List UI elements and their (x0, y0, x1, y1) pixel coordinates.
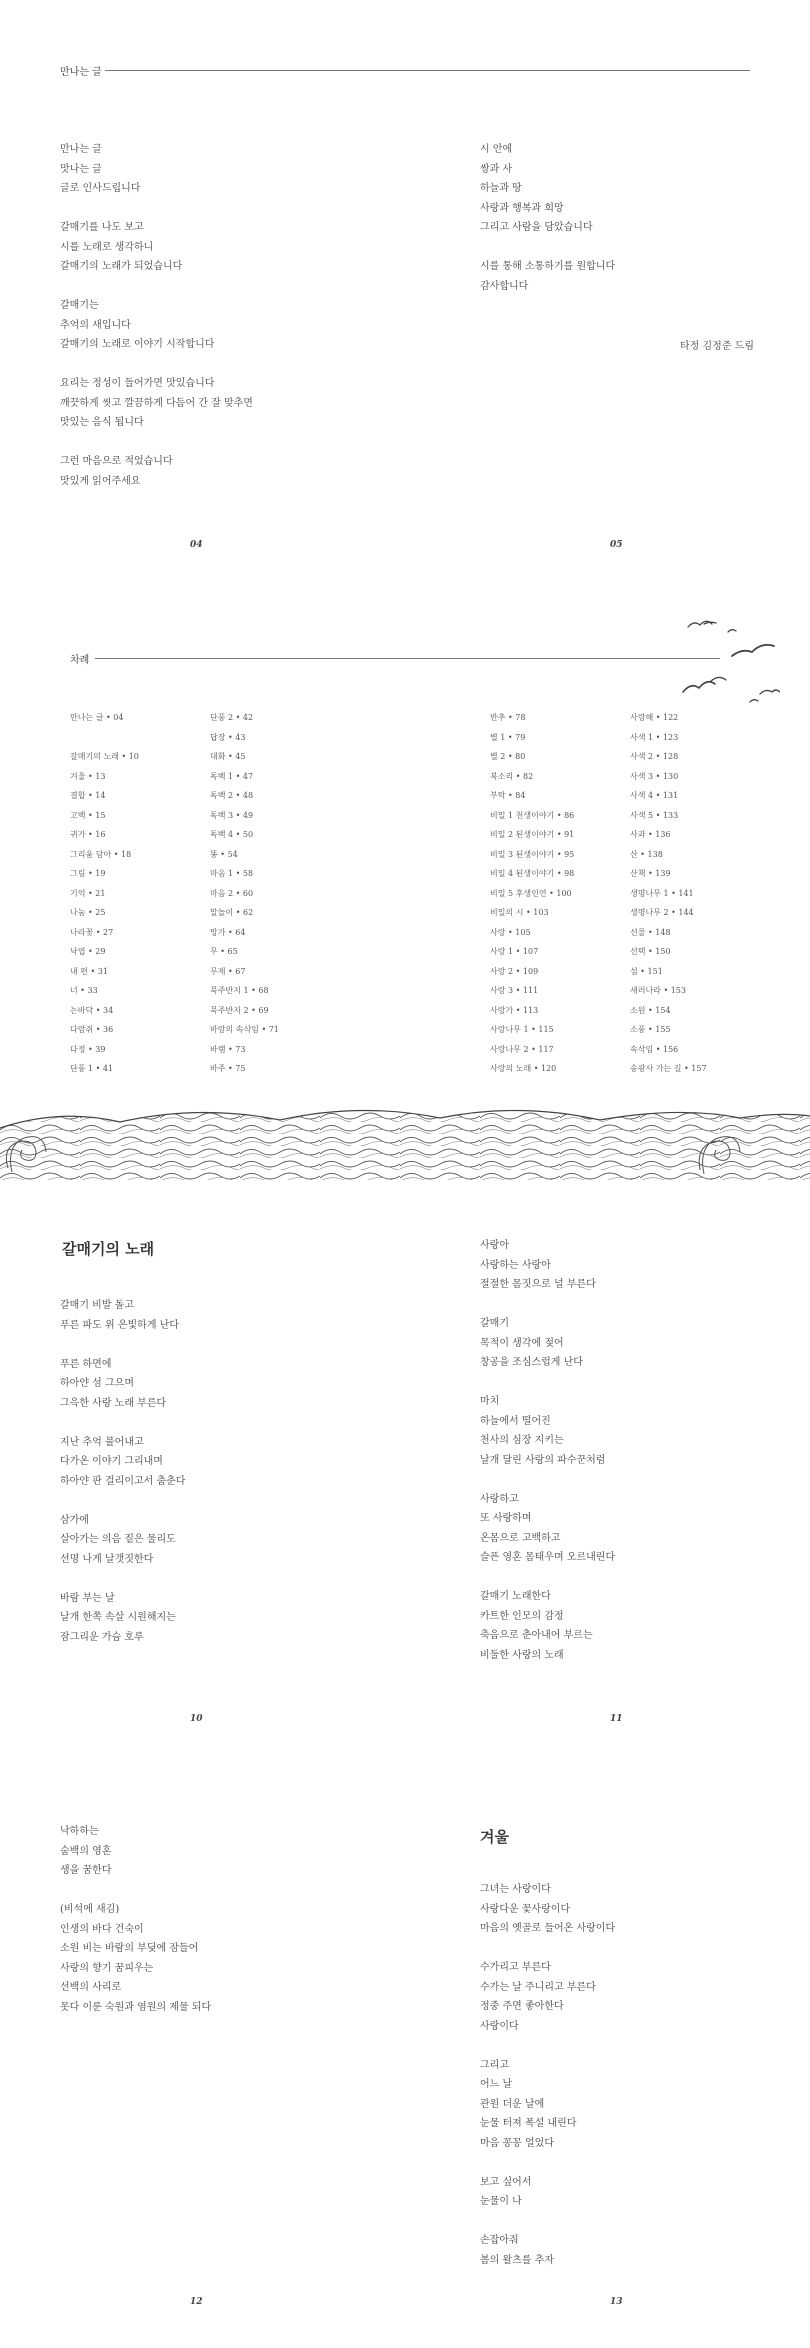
greeting-text-right (480, 140, 615, 296)
toc-entry[interactable]: 다정 • 39 (70, 1044, 106, 1054)
stanza (480, 1236, 615, 1295)
toc-entry[interactable]: 비밀 5 후생인연 • 100 (490, 888, 572, 898)
text-line: 어느 날 (480, 2079, 513, 2090)
text-line: 온몸으로 고백하고 (480, 1532, 561, 1544)
stanza (480, 140, 615, 238)
stanza (60, 140, 253, 199)
text-line: 또 사랑하며 (480, 1513, 532, 1524)
poem-title: 겨울 (480, 1828, 509, 1846)
text-line: 지난 추억 불어내고 (60, 1436, 144, 1448)
section-divider (95, 658, 720, 659)
text-line: 정중 주면 좋아한다 (480, 2001, 564, 2012)
text-line: 갈매기를 나도 보고 (60, 222, 144, 233)
text-line: 요리는 정성이 들어가면 맛있습니다 (60, 378, 215, 389)
text-line: 봄의 왈츠를 추자 (480, 2254, 554, 2266)
toc-entry[interactable]: 마음 2 • 60 (210, 888, 254, 898)
text-line: 천사의 심장 지키는 (480, 1435, 564, 1446)
toc-entry[interactable]: 소원 • 154 (630, 1005, 671, 1015)
toc-entry[interactable]: 섬 • 151 (630, 966, 663, 976)
toc-entry[interactable]: 단풍 2 • 42 (210, 713, 254, 722)
toc-entry[interactable]: 비밀 4 된생이야기 • 98 (490, 869, 575, 878)
toc-entry[interactable]: 사랑 1 • 107 (490, 947, 539, 956)
poem-text-right (480, 1236, 615, 1665)
poem-text-left (60, 1822, 211, 2017)
greeting-text-left (60, 140, 253, 491)
toc-entry[interactable]: 사랑 • 105 (490, 927, 531, 937)
text-line: 사랑다운 꽃사랑이다 (480, 1903, 571, 1915)
poem-text-right (480, 1880, 615, 2270)
text-line: 갈매기 노래한다 (480, 1591, 551, 1602)
toc-entry[interactable]: 겨울 • 13 (70, 771, 106, 781)
text-line: 마음 꽁꽁 얼었다 (480, 2137, 554, 2149)
text-line: 맛있는 음식 됩니다 (60, 417, 144, 428)
toc-entry[interactable]: 낙엽 • 29 (70, 947, 106, 956)
text-line: 감사합니다 (480, 280, 529, 292)
toc-entry[interactable]: 사랑가 • 113 (490, 1005, 539, 1015)
toc-entry[interactable]: 비밀 1 천생이야기 • 86 (490, 810, 575, 820)
stanza (60, 1511, 185, 1570)
toc-entry[interactable]: 사랑 3 • 111 (490, 986, 539, 995)
text-line: 푸른 하면에 (60, 1358, 112, 1370)
page-number: 13 (610, 2297, 623, 2307)
seagull-icon (710, 677, 726, 682)
poem-text-left (60, 1296, 185, 1647)
toc-entry[interactable]: 망가 • 64 (210, 927, 246, 937)
stanza (60, 1296, 185, 1335)
text-line: 하아얀 판 걸리이고서 춤춘다 (60, 1475, 186, 1487)
toc-entry[interactable]: 독백 4 • 50 (210, 830, 254, 839)
text-line: 시를 노래로 생각하니 (60, 241, 154, 253)
text-line: 사랑과 행복과 희망 (480, 202, 564, 214)
toc-entry[interactable]: 사과 • 136 (630, 830, 671, 839)
text-line: 비둘한 사랑의 노래 (480, 1649, 564, 1661)
toc-entry[interactable]: 사랑해 • 122 (630, 713, 679, 722)
toc-entry[interactable]: 부탁 • 84 (490, 791, 526, 800)
toc-entry[interactable]: 독백 3 • 49 (210, 810, 254, 820)
text-line: 슬픈 영혼 몸태우며 오르내린다 (480, 1552, 616, 1563)
toc-entry[interactable]: 다람쥐 • 36 (70, 1025, 114, 1034)
text-line: 눈물이 나 (480, 2196, 522, 2207)
toc-entry[interactable]: 사색 5 • 133 (630, 810, 679, 820)
text-line: 그런 마음으로 적었습니다 (60, 456, 173, 467)
toc-entry[interactable]: 대화 • 45 (210, 752, 246, 761)
text-line: 갈매기 비발 돌고 (60, 1300, 134, 1311)
toc-entry[interactable]: 비밀의 시 • 103 (490, 908, 549, 917)
text-line: 하늘과 땅 (480, 183, 522, 194)
toc-entry[interactable]: 산책 • 139 (630, 869, 671, 878)
toc-entry[interactable]: 사색 4 • 131 (630, 791, 679, 800)
toc-entry[interactable]: 반추 • 78 (490, 713, 526, 722)
text-line: 다가온 이야기 그리내며 (60, 1456, 163, 1467)
text-line: 시 안에 (480, 144, 513, 155)
stanza (60, 1589, 185, 1648)
text-line: 그녀는 사랑이다 (480, 1884, 551, 1895)
text-line: 사랑아 (480, 1240, 509, 1251)
text-line: 그윽한 사랑 노래 부른다 (60, 1397, 167, 1409)
toc-entry[interactable]: 사랑나무 1 • 115 (490, 1025, 554, 1034)
toc-entry[interactable]: 생명나무 1 • 141 (630, 888, 694, 898)
toc-entry[interactable]: 갈매기의 노래 • 10 (70, 752, 139, 761)
text-line: 창공을 조심스럽게 난다 (480, 1357, 583, 1368)
toc-entry[interactable]: 무 • 65 (210, 947, 238, 956)
toc-column (490, 708, 574, 1079)
stanza (60, 218, 253, 277)
text-line: (비석에 새김) (60, 1904, 120, 1915)
toc-entry[interactable]: 귀가 • 16 (70, 830, 106, 839)
text-line: 못다 이룬 숙원과 염원의 제물 되다 (60, 2001, 212, 2013)
toc-entry[interactable]: 독백 1 • 47 (210, 771, 254, 781)
toc-entry[interactable]: 그리움 담아 • 18 (70, 849, 132, 859)
poem-title: 갈매기의 노래 (62, 1240, 155, 1258)
seagull-icon (683, 682, 715, 692)
text-line: 소원 비는 바람의 부딪에 잠들어 (60, 1943, 199, 1954)
toc-entry[interactable]: 바램 • 73 (210, 1044, 246, 1054)
toc-entry[interactable]: 생명나무 2 • 144 (630, 908, 694, 917)
text-line: 마음의 옛골로 들어온 사랑이다 (480, 1923, 616, 1934)
stanza (480, 1314, 615, 1373)
stanza (60, 1355, 185, 1414)
text-line: 날개 한쪽 속살 시원해지는 (60, 1612, 176, 1623)
page-number: 05 (610, 540, 623, 550)
text-line: 바람 부는 날 (60, 1592, 115, 1604)
toc-entry[interactable]: 선물 • 148 (630, 927, 671, 937)
text-line: 푸른 파도 위 은빛하게 난다 (60, 1319, 179, 1331)
toc-entry[interactable]: 사색 3 • 130 (630, 771, 679, 781)
text-line: 카트한 인모의 감정 (480, 1610, 564, 1622)
stanza (480, 2056, 615, 2154)
text-line: 사랑하고 (480, 1493, 519, 1505)
text-line: 하아얀 섬 그으며 (60, 1378, 134, 1389)
toc-entry[interactable]: 마음 1 • 58 (210, 869, 254, 878)
seagull-icon (750, 700, 758, 702)
toc-entry[interactable]: 너 • 33 (70, 986, 98, 995)
toc-entry[interactable]: 북소리 • 82 (490, 771, 534, 781)
text-line: 인생의 바다 건숙이 (60, 1923, 144, 1935)
toc-entry[interactable]: 고백 • 15 (70, 810, 106, 820)
toc-entry[interactable]: 선택 • 150 (630, 947, 671, 956)
toc-entry[interactable]: 답장 • 43 (210, 732, 246, 742)
toc-entry[interactable]: 비밀 2 된생이야기 • 91 (490, 830, 575, 839)
text-line: 만나는 글 (60, 144, 102, 155)
section-label-greeting: 만나는 글 (60, 67, 102, 78)
toc-entry[interactable]: 사랑나무 2 • 117 (490, 1044, 554, 1054)
toc-column (630, 708, 707, 1079)
toc-entry[interactable]: 논바닥 • 34 (70, 1005, 114, 1015)
toc-entry[interactable]: 사랑 2 • 109 (490, 966, 539, 976)
text-line: 갈매기의 노래로 이야기 시작합니다 (60, 339, 215, 350)
stanza (480, 1392, 615, 1470)
toc-entry[interactable]: 묵주반지 1 • 68 (210, 986, 269, 995)
text-line: 선명 나게 날갯짓한다 (60, 1553, 154, 1565)
stanza (480, 1958, 615, 2036)
toc-entry[interactable]: 독백 2 • 48 (210, 791, 254, 800)
toc-entry[interactable]: 단풍 1 • 41 (70, 1064, 114, 1073)
text-line: 절절한 몸짓으로 널 부른다 (480, 1279, 596, 1290)
text-line: 마치 (480, 1396, 500, 1407)
text-line: 삼가에 (60, 1514, 89, 1526)
text-line: 사랑이다 (480, 2020, 519, 2032)
stanza (480, 2231, 615, 2270)
text-line: 수가는 날 주니리고 부른다 (480, 1981, 596, 1993)
seagull-icon (728, 630, 736, 632)
text-line: 추억의 새입니다 (60, 319, 131, 331)
stanza (480, 1880, 615, 1939)
toc-entry[interactable]: 내 편 • 31 (70, 966, 108, 976)
text-line: 숨백의 영혼 (60, 1845, 112, 1857)
seagull-icon (760, 690, 780, 694)
stanza (60, 1433, 185, 1492)
text-line: 갈매기는 (60, 300, 99, 311)
stanza (60, 374, 253, 433)
toc-entry[interactable]: 새러나라 • 153 (630, 986, 686, 995)
toc-entry[interactable]: 묵주반지 2 • 69 (210, 1005, 269, 1015)
text-line: 그리고 사람을 담았습니다 (480, 222, 593, 233)
text-line: 선백의 사리로 (60, 1982, 122, 1993)
text-line: 시를 통해 소통하기를 원합니다 (480, 261, 616, 272)
text-line: 쌍과 사 (480, 163, 513, 175)
stanza (480, 2173, 615, 2212)
text-line: 갈매기의 노래가 되었습니다 (60, 261, 183, 272)
text-line: 잠그리운 가슴 호루 (60, 1631, 144, 1643)
text-line: 날개 달린 사랑의 파수꾼처럼 (480, 1454, 606, 1466)
text-line: 맛나는 글 (60, 163, 102, 175)
section-label-toc: 차례 (70, 655, 90, 666)
page-number: 12 (190, 2297, 203, 2307)
stanza (60, 452, 253, 491)
text-line: 생을 꿈한다 (60, 1865, 112, 1876)
seagulls-illustration (680, 612, 780, 712)
toc-entry[interactable]: 만나는 글 • 04 (70, 713, 124, 722)
wave-illustration (0, 1098, 810, 1180)
page-number: 04 (190, 540, 203, 550)
text-line: 낙하하는 (60, 1826, 99, 1837)
toc-entry[interactable]: 바람의 속삭임 • 71 (210, 1025, 279, 1034)
stanza (480, 1490, 615, 1568)
section-divider (105, 70, 750, 71)
stanza (60, 296, 253, 355)
toc-entry[interactable]: 소풍 • 155 (630, 1025, 671, 1034)
text-line: 목적이 생각에 젖어 (480, 1337, 564, 1349)
toc-entry[interactable]: 나눔 • 25 (70, 908, 106, 917)
toc-entry[interactable]: 사색 2 • 128 (630, 752, 679, 761)
seagull-icon (732, 645, 774, 656)
text-line: 갈매기 (480, 1318, 509, 1329)
page-number: 10 (190, 1714, 203, 1724)
toc-entry[interactable]: 송광사 가는 길 • 157 (630, 1064, 707, 1073)
text-line: 수가리고 부른다 (480, 1962, 551, 1973)
text-line: 깨끗하게 씻고 깔끔하게 다듬어 간 잘 맞추면 (60, 397, 253, 409)
toc-entry[interactable]: 나라꽃 • 27 (70, 927, 114, 937)
text-line: 맛있게 읽어주세요 (60, 475, 141, 487)
text-line: 하늘에서 떨어진 (480, 1415, 551, 1427)
signature: 타정 김정준 드림 (680, 341, 754, 352)
page-number: 11 (610, 1714, 623, 1724)
toc-column (70, 708, 139, 1079)
toc-entry[interactable]: 사색 1 • 123 (630, 732, 679, 742)
text-line: 글로 인사드립니다 (60, 183, 141, 194)
text-line: 그리고 (480, 2059, 509, 2071)
toc-entry[interactable]: 산 • 138 (630, 849, 663, 859)
toc-entry[interactable]: 별 1 • 79 (490, 732, 526, 742)
stanza (60, 1900, 211, 2017)
stanza (60, 1822, 211, 1881)
text-line: 눈물 터져 폭설 내린다 (480, 2118, 577, 2129)
text-line: 보고 싶어서 (480, 2176, 532, 2188)
toc-entry[interactable]: 사랑의 노래 • 120 (490, 1064, 557, 1073)
toc-entry[interactable]: 바주 • 75 (210, 1064, 246, 1073)
text-line: 관원 더운 날에 (480, 2098, 545, 2110)
text-line: 살아가는 의음 짙은 물리도 (60, 1534, 176, 1545)
stanza (480, 1587, 615, 1665)
stanza (480, 257, 615, 296)
text-line: 사랑의 향기 꿈피우는 (60, 1962, 154, 1974)
text-line: 손잡아줘 (480, 2235, 519, 2246)
toc-entry[interactable]: 무제 • 67 (210, 966, 246, 976)
toc-entry[interactable]: 별 2 • 80 (490, 752, 526, 761)
text-line: 축음으로 춘아내어 부르는 (480, 1630, 593, 1641)
toc-column (210, 708, 279, 1079)
toc-entry[interactable]: 기억 • 21 (70, 888, 106, 898)
toc-entry[interactable]: 속삭임 • 156 (630, 1044, 679, 1054)
toc-entry[interactable]: 그림 • 19 (70, 869, 106, 878)
toc-entry[interactable]: 말놀이 • 62 (210, 908, 254, 917)
toc-entry[interactable]: 결합 • 14 (70, 791, 106, 800)
toc-entry[interactable]: 비밀 3 된생이야기 • 95 (490, 849, 575, 859)
text-line: 사랑하는 사랑아 (480, 1259, 551, 1271)
toc-entry[interactable]: 똥 • 54 (210, 849, 238, 859)
